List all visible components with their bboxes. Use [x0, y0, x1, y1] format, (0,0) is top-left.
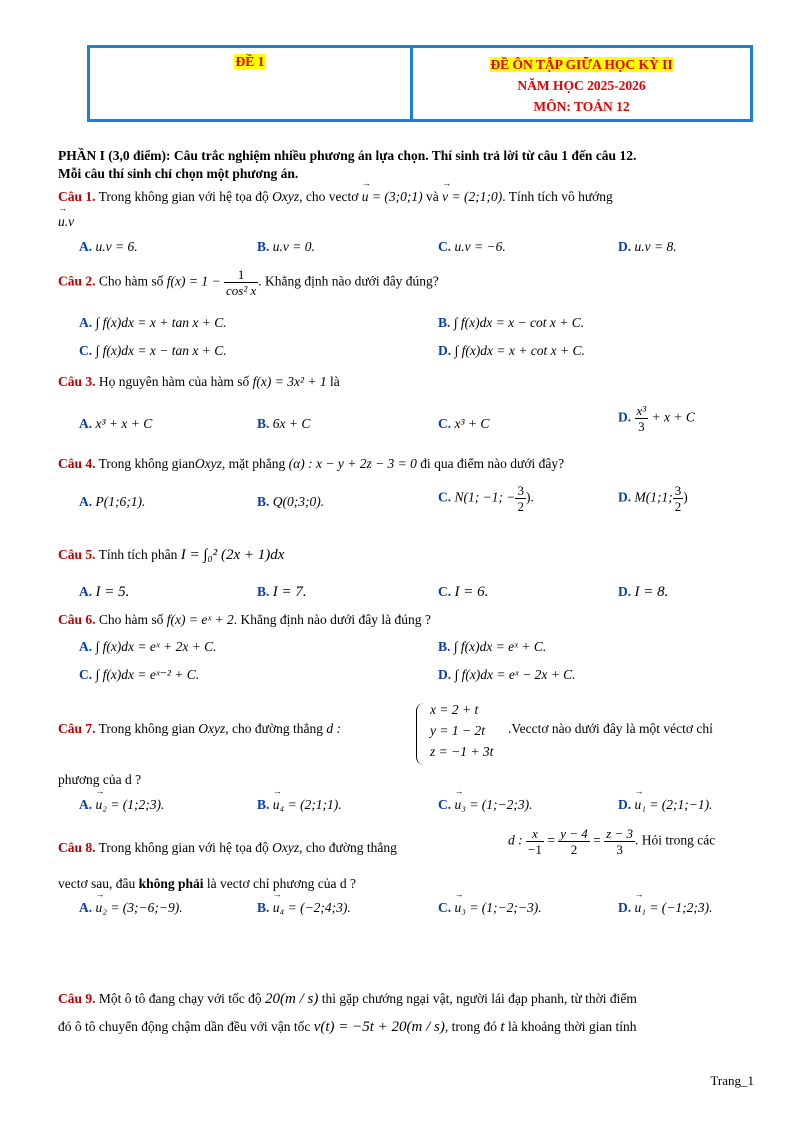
q2-function: f(x) = 1 − — [166, 273, 221, 289]
page-number: Trang_1 — [710, 1073, 754, 1088]
question-label: Câu 4. — [58, 456, 96, 471]
q4-c-num: 3 — [517, 483, 524, 498]
question-label: Câu 5. — [58, 547, 96, 562]
q1-vector-u: → u = (3;0;1) — [362, 189, 423, 205]
exam-code: ĐỀ 1 — [235, 54, 265, 69]
q3-option-a[interactable]: A. x³ + x + C — [79, 416, 153, 431]
q5-b-text: I = 7. — [272, 584, 307, 600]
q5-option-a[interactable]: A. I = 5. — [79, 584, 130, 600]
q8-f1n: x — [526, 826, 544, 842]
q8-text4a: vectơ sau, đâu — [58, 876, 136, 891]
q7-eq-x — [430, 702, 478, 718]
q7-line-d: d : — [326, 721, 341, 736]
q7-b-text: → u₄ = (2;1;1). — [273, 797, 342, 813]
q6-b-text: ∫ f(x)dx = eˣ + C. — [453, 639, 547, 654]
q2-option-d[interactable]: D. ∫ f(x)dx = x + cot x + C. — [438, 343, 585, 358]
q7-oxyz: Oxyz — [198, 721, 226, 736]
q7-a-text: → u₂ = (1;2;3). — [96, 797, 165, 813]
q4-option-b[interactable]: B. Q(0;3;0). — [257, 494, 325, 509]
q6-function: f(x) = eˣ + 2 — [166, 612, 234, 627]
q3-d-den: 3 — [638, 419, 645, 434]
q8-option-d[interactable]: D. → u₁ = (−1;2;3). — [618, 900, 713, 916]
q7-eq-y — [430, 723, 485, 739]
q1-option-b[interactable]: B. u.v = 0. — [257, 239, 315, 254]
q8-oxyz: Oxyz — [272, 840, 300, 855]
q3-option-b[interactable]: B. 6x + C — [257, 416, 311, 431]
q2-text: Cho hàm số — [98, 273, 164, 289]
q3-d-num: x³ — [636, 403, 647, 418]
q4-text: Trong không gian — [98, 456, 195, 471]
q4-c-pre: N(1; −1; − — [454, 489, 516, 505]
q6-option-c[interactable]: C. ∫ f(x)dx = eˣ⁻² + C. — [79, 667, 200, 682]
q2-a-text: ∫ f(x)dx = x + tan x + C. — [95, 315, 227, 330]
question-7 — [58, 721, 341, 737]
q3-option-c[interactable]: C. x³ + C — [438, 416, 490, 431]
question-1 — [58, 189, 613, 205]
q5-integral: I = ∫₀² (2x + 1)dx — [180, 547, 285, 563]
q7-option-d[interactable]: D. → u₁ = (2;1;−1). — [618, 797, 713, 813]
part-heading-2: Mỗi câu thí sinh chỉ chọn một phương án. — [58, 166, 299, 181]
q9-text: Một ô tô đang chạy với tốc độ — [98, 991, 262, 1006]
q7-option-b[interactable]: B. → u₄ = (2;1;1). — [257, 797, 342, 813]
q5-a-text: I = 5. — [95, 584, 130, 600]
q4-d-post: ) — [683, 489, 688, 505]
question-3 — [58, 374, 340, 390]
q2-option-c[interactable]: C. ∫ f(x)dx = x − tan x + C. — [79, 343, 227, 358]
question-4 — [58, 456, 564, 472]
q7-option-c[interactable]: C. → u₃ = (1;−2;3). — [438, 797, 533, 813]
q2-option-a[interactable]: A. ∫ f(x)dx = x + tan x + C. — [79, 315, 227, 330]
question-label: Câu 1. — [58, 189, 96, 204]
q2-c-text: ∫ f(x)dx = x − tan x + C. — [95, 343, 227, 358]
q9-text4: , trong đó — [444, 1019, 498, 1034]
q8-d: d : — [508, 832, 523, 848]
q1-a-text: u.v = 6. — [95, 239, 138, 254]
q7-c-text: → u₃ = (1;−2;3). — [455, 797, 533, 813]
q4-text2: , mặt phẳng — [221, 456, 286, 471]
question-label: Câu 7. — [58, 721, 96, 736]
q3-d-rest: + x + C — [651, 409, 695, 425]
q7-option-a[interactable]: A. → u₂ = (1;2;3). — [79, 797, 164, 813]
q1-text3: . Tính tích vô hướng — [502, 189, 613, 204]
q9-speed: 20(m / s) — [265, 991, 319, 1007]
q1-option-d[interactable]: D. u.v = 8. — [618, 239, 677, 254]
q2-num: 1 — [224, 267, 258, 283]
q1-oxyz: Oxyz — [272, 189, 300, 204]
q3-a-text: x³ + x + C — [95, 416, 153, 431]
q4-a-text: P(1;6;1). — [95, 494, 146, 509]
question-label: Câu 3. — [58, 374, 96, 389]
q7-system-brace — [416, 703, 425, 765]
q5-text: Tính tích phân — [98, 547, 178, 562]
q1-text2: , cho vectơ — [299, 189, 359, 204]
q7-text2: , cho đường thẳng — [225, 721, 323, 736]
q9-text2: thì gặp chướng ngại vật, người lái đạp phanh, từ thời điểm — [321, 991, 637, 1006]
q7-text: Trong không gian — [98, 721, 195, 736]
q8-line-eq: d : $\frac{x}{-1}$ = $\frac{y - 4}{2}$ = $\frac{z - 3}{3}$ . Hỏi trong các — [508, 826, 716, 857]
q8-text: Trong không gian với hệ tọa độ — [98, 840, 269, 855]
q8-f2n: y − 4 — [560, 826, 588, 841]
q9-velocity: v(t) = −5t + 20(m / s) — [313, 1019, 445, 1035]
q8-option-c[interactable]: C. → u₃ = (1;−2;−3). — [438, 900, 542, 916]
q6-text: Cho hàm số — [98, 612, 164, 627]
q7-sys2: y = 1 − 2t — [430, 723, 485, 738]
question-6 — [58, 612, 431, 628]
q4-c-post: ). — [525, 489, 534, 505]
question-5 — [58, 547, 284, 564]
question-label: Câu 6. — [58, 612, 96, 627]
q1-c-text: u.v = −6. — [454, 239, 506, 254]
q1-option-a[interactable]: A. u.v = 6. — [79, 239, 138, 254]
q4-d-pre: M(1;1; — [634, 489, 673, 505]
q3-b-text: 6x + C — [272, 416, 311, 431]
q4-oxyz: Oxyz — [194, 456, 222, 471]
q1-text: Trong không gian với hệ tọa độ — [98, 189, 269, 204]
q8-f3d: 3 — [616, 842, 623, 857]
q3-function: f(x) = 3x² + 1 — [252, 374, 327, 389]
header-right — [413, 48, 750, 119]
q1-dot-product — [58, 214, 74, 230]
q8-d-text: → u₁ = (−1;2;3). — [635, 900, 713, 916]
q7-sys3: z = −1 + 3t — [430, 744, 494, 759]
part-heading-1: PHẦN I (3,0 điểm): Câu trắc nghiệm nhiều phương án lựa chọn. Thí sinh trả lời từ câu 1 đến câu 12. — [58, 148, 637, 163]
header-left — [90, 48, 413, 119]
q7-sys1: x = 2 + t — [430, 702, 479, 717]
q9-text3: đó ô tô chuyển động chậm dần đều với vận tốc — [58, 1019, 311, 1034]
q1-uv: → u.v — [58, 214, 74, 230]
header-box — [87, 45, 753, 122]
exam-title: ĐỀ ÔN TẬP GIỮA HỌC KỲ II — [490, 57, 673, 72]
q7-text3: .Vecctơ nào dưới đây là một véctơ chỉ — [508, 721, 713, 736]
q6-option-d[interactable]: D. ∫ f(x)dx = eˣ − 2x + C. — [438, 667, 576, 682]
q3-c-text: x³ + C — [454, 416, 490, 431]
q5-c-text: I = 6. — [454, 584, 489, 600]
question-label: Câu 9. — [58, 991, 96, 1006]
q6-option-a[interactable]: A. ∫ f(x)dx = eˣ + 2x + C. — [79, 639, 217, 654]
question-label: Câu 8. — [58, 840, 96, 855]
q4-text3: đi qua điểm nào dưới đây? — [420, 456, 565, 471]
q7-text4: phương của d ? — [58, 772, 142, 787]
q2-fraction — [224, 267, 258, 298]
q8-text3: . Hỏi trong các — [634, 832, 716, 848]
q2-d-text: ∫ f(x)dx = x + cot x + C. — [454, 343, 585, 358]
question-9 — [58, 991, 637, 1008]
q2-text2: . Khẳng định nào dưới đây đúng? — [258, 273, 439, 289]
q4-b-text: Q(0;3;0). — [272, 494, 325, 509]
q6-option-b[interactable]: B. ∫ f(x)dx = eˣ + C. — [438, 639, 547, 654]
question-8 — [58, 840, 397, 856]
q8-f3n: z − 3 — [606, 826, 633, 841]
q8-f2d: 2 — [570, 842, 578, 857]
q5-option-c[interactable]: C. I = 6. — [438, 584, 489, 600]
q7-d-text: → u₁ = (2;1;−1). — [635, 797, 713, 813]
q5-option-b[interactable]: B. I = 7. — [257, 584, 307, 600]
q9-line2 — [58, 1019, 637, 1036]
q6-c-text: ∫ f(x)dx = eˣ⁻² + C. — [95, 667, 200, 682]
q8-c-text: → u₃ = (1;−2;−3). — [455, 900, 542, 916]
q1-and: và — [426, 189, 439, 204]
q4-d-den: 2 — [674, 499, 682, 514]
q8-b-text: → u₄ = (−2;4;3). — [273, 900, 351, 916]
q2-b-text: ∫ f(x)dx = x − cot x + C. — [453, 315, 585, 330]
question-label: Câu 2. — [58, 273, 96, 289]
q2-option-b[interactable]: B. ∫ f(x)dx = x − cot x + C. — [438, 315, 585, 330]
q6-d-text: ∫ f(x)dx = eˣ − 2x + C. — [454, 667, 576, 682]
q8-f1d: −1 — [528, 842, 542, 857]
q9-text5: là khoảng thời gian tính — [507, 1019, 637, 1034]
q4-option-a[interactable]: A. P(1;6;1). — [79, 494, 146, 509]
q6-a-text: ∫ f(x)dx = eˣ + 2x + C. — [95, 639, 217, 654]
q1-b-text: u.v = 0. — [272, 239, 315, 254]
q9-t: t — [500, 1019, 505, 1035]
q1-d-text: u.v = 8. — [634, 239, 677, 254]
q3-text2: là — [329, 374, 340, 389]
q5-option-d[interactable]: D. I = 8. — [618, 584, 669, 600]
q8-text4c: là vectơ chỉ phương của d ? — [206, 876, 356, 891]
q1-vector-v: → v = (2;1;0) — [442, 189, 502, 205]
q4-option-d[interactable]: D. M(1;1; $\frac{3}{2}$ ) — [618, 483, 688, 514]
q6-text2: . Khẳng định nào dưới đây là đúng ? — [233, 612, 431, 627]
q3-text: Họ nguyên hàm của hàm số — [98, 374, 250, 389]
q3-option-d[interactable]: D. $\frac{\text{x³}}{3}$ + x + C — [618, 403, 695, 434]
q8-text4b: không phải — [138, 876, 204, 891]
q4-option-c[interactable]: C. N(1; −1; − $\frac{3}{2}$ ). — [438, 483, 534, 514]
q4-c-den: 2 — [517, 499, 524, 514]
q5-d-text: I = 8. — [634, 584, 669, 600]
q4-plane: (α) : x − y + 2z − 3 = 0 — [288, 456, 417, 471]
q4-d-num: 3 — [674, 483, 682, 498]
q8-option-a[interactable]: A. → u₂ = (3;−6;−9). — [79, 900, 183, 916]
question-2 — [58, 267, 439, 298]
q8-a-text: → u₂ = (3;−6;−9). — [96, 900, 183, 916]
q8-text2: , cho đường thẳng — [299, 840, 397, 855]
q1-option-c[interactable]: C. u.v = −6. — [438, 239, 506, 254]
subject: MÔN: TOÁN 12 — [533, 99, 630, 114]
q7-eq-z — [430, 744, 493, 760]
q8-option-b[interactable]: B. → u₄ = (−2;4;3). — [257, 900, 351, 916]
q2-den: cos² x — [226, 283, 257, 298]
school-year: NĂM HỌC 2025-2026 — [517, 78, 646, 93]
